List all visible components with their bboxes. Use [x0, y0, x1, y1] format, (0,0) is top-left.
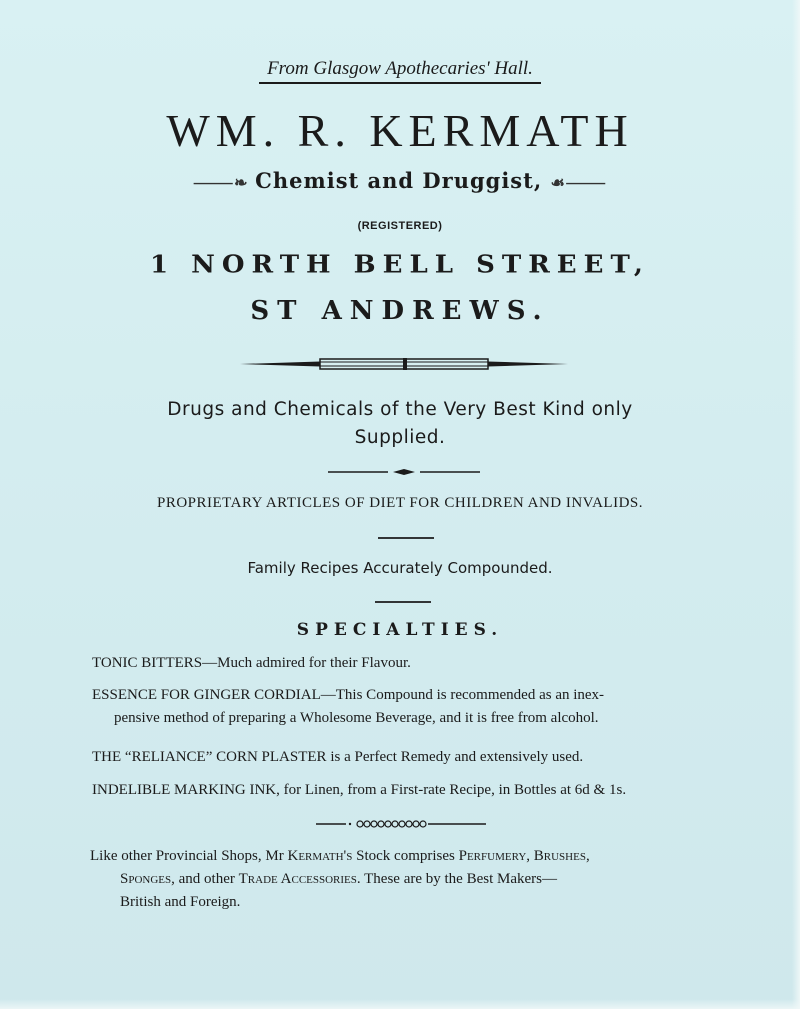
- profession-line: [0, 168, 800, 193]
- short-rule-divider-2: [0, 599, 800, 605]
- specialty-text: , for Linen, from a First-rate Recipe, in Bottles at 6d & 1s.: [276, 782, 627, 798]
- specialty-lead: ESSENCE FOR GINGER CORDIAL: [92, 687, 321, 703]
- specialty-item-corn-plaster: [92, 746, 722, 769]
- drugs-statement: [0, 396, 800, 452]
- specialty-continuation: pensive method of preparing a Wholesome Beverage, and it is free from alcohol.: [114, 710, 599, 726]
- footer-last-line: British and Foreign.: [120, 894, 241, 910]
- footer-paragraph: [90, 845, 720, 914]
- profession-text: Chemist and Druggist,: [255, 168, 543, 193]
- specialty-item-marking-ink: [92, 779, 722, 802]
- specialties-heading: SPECIALTIES.: [296, 620, 504, 640]
- footer-goods: Trade Accessories.: [238, 871, 361, 887]
- drugs-line-1: Drugs and Chemicals of the Very Best Kind only: [167, 399, 633, 420]
- from-text: From Glasgow Apothecaries' Hall.: [259, 58, 541, 84]
- short-rule-divider: [0, 535, 800, 541]
- footer-goods: Sponges,: [120, 871, 175, 887]
- street-address: 1 NORTH BELL STREET,: [150, 250, 650, 280]
- town-name: ST ANDREWS.: [250, 296, 550, 326]
- left-flourish-icon: ⸻❧: [193, 173, 256, 192]
- registered-label: (REGISTERED): [357, 220, 443, 232]
- scroll-rule-divider: [0, 818, 800, 830]
- specialty-text: —This Compound is recommended as an inex-: [320, 687, 605, 703]
- small-rule-divider: [0, 466, 800, 478]
- specialty-text: is a Perfect Remedy and extensively used.: [326, 749, 584, 765]
- drugs-line-2: Supplied.: [354, 427, 446, 448]
- specialty-lead: INDELIBLE MARKING INK: [92, 782, 277, 798]
- proprietor-name: WM. R. KERMATH: [166, 105, 634, 156]
- family-recipes: Family Recipes Accurately Compounded.: [247, 559, 553, 577]
- footer-goods: Perfumery, Brushes,: [458, 848, 590, 864]
- specialty-item-tonic-bitters: [92, 652, 722, 675]
- paper-edge-bottom: [0, 999, 800, 1009]
- specialty-text: —Much admired for their Flavour.: [202, 655, 411, 671]
- paper-edge-right: [792, 0, 800, 1009]
- ornamental-rule-divider: [0, 355, 800, 373]
- from-line: [0, 58, 800, 84]
- footer-text: These are by the Best Makers—: [360, 871, 557, 887]
- footer-text: Stock comprises: [352, 848, 459, 864]
- footer-proprietor: Kermath's: [287, 848, 353, 864]
- specialty-lead: TONIC BITTERS: [92, 655, 203, 671]
- footer-text: and other: [174, 871, 239, 887]
- right-flourish-icon: ☙⸻: [550, 173, 607, 192]
- specialty-item-ginger-cordial: [92, 684, 722, 730]
- proprietary-articles: PROPRIETARY ARTICLES OF DIET FOR CHILDREN AND INVALIDS.: [157, 495, 643, 511]
- specialty-lead: THE “RELIANCE” CORN PLASTER: [92, 749, 327, 765]
- footer-text: Like other Provincial Shops, Mr: [90, 848, 288, 864]
- footer-continuation: [90, 868, 720, 891]
